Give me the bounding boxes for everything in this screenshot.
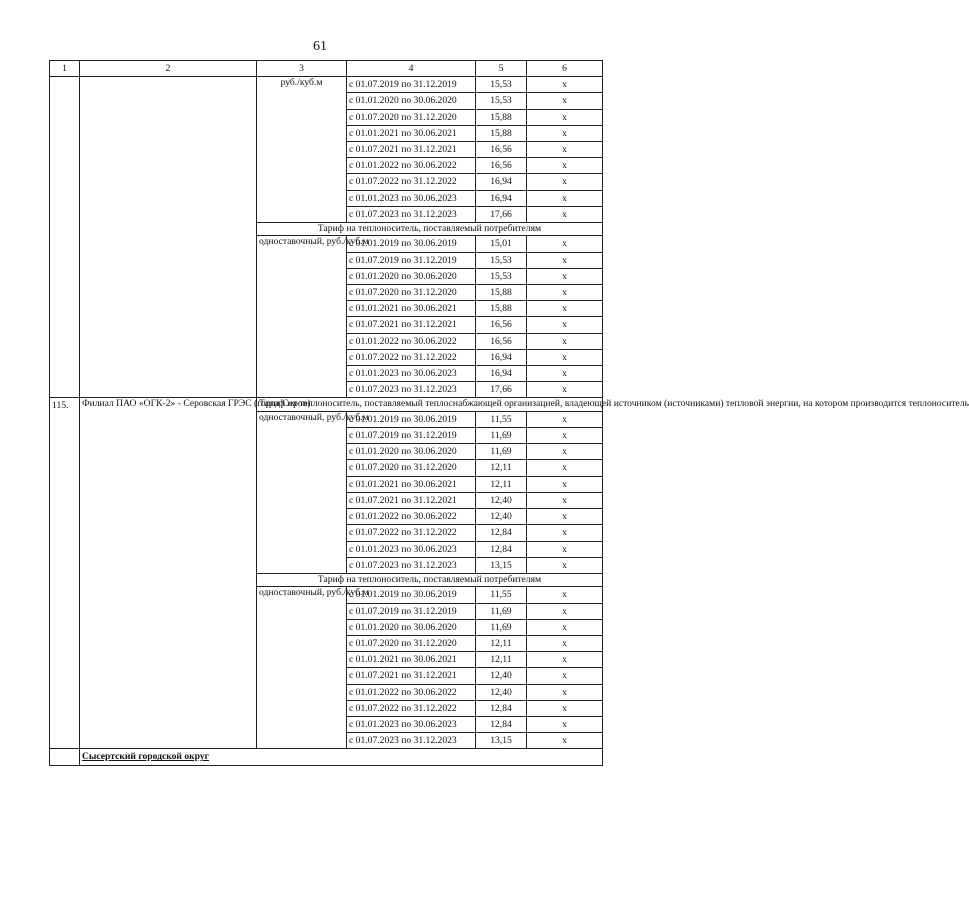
tariff-mark: х: [527, 444, 603, 460]
period-cell: с 01.07.2022 по 31.12.2022: [347, 349, 476, 365]
tariff-mark: х: [527, 236, 603, 252]
tariff-value: 15,88: [476, 109, 527, 125]
tariff-value: 15,01: [476, 236, 527, 252]
tariff-value: 12,11: [476, 635, 527, 651]
period-cell: с 01.07.2022 по 31.12.2022: [347, 174, 476, 190]
period-cell: с 01.01.2020 по 30.06.2020: [347, 268, 476, 284]
tariff-value: 12,40: [476, 509, 527, 525]
tariff-mark: х: [527, 603, 603, 619]
tariff-value: 16,56: [476, 333, 527, 349]
tariff-mark: х: [527, 158, 603, 174]
period-cell: с 01.01.2019 по 30.06.2019: [347, 587, 476, 603]
tariff-mark: х: [527, 652, 603, 668]
tariff-title: Тариф на теплоноситель, поставляемый теплоснабжающей организацией, владеющей источником (источниками) тепловой энергии, на котором производится теплоноситель: [257, 398, 603, 411]
tariff-mark: х: [527, 317, 603, 333]
header-cell: 2: [80, 61, 257, 77]
period-cell: с 01.01.2023 по 30.06.2023: [347, 716, 476, 732]
tariff-mark: х: [527, 476, 603, 492]
period-cell: с 01.01.2023 по 30.06.2023: [347, 541, 476, 557]
period-cell: с 01.07.2023 по 31.12.2023: [347, 733, 476, 749]
period-cell: с 01.01.2022 по 30.06.2022: [347, 684, 476, 700]
tariff-mark: х: [527, 716, 603, 732]
unit-cell: руб./куб.м: [257, 77, 347, 223]
tariff-value: 15,88: [476, 125, 527, 141]
period-cell: с 01.01.2023 по 30.06.2023: [347, 366, 476, 382]
tariff-value: 11,69: [476, 444, 527, 460]
tariff-mark: х: [527, 125, 603, 141]
tariff-value: 16,56: [476, 317, 527, 333]
period-cell: с 01.01.2020 по 30.06.2020: [347, 444, 476, 460]
tariff-mark: х: [527, 684, 603, 700]
header-cell: 5: [476, 61, 527, 77]
period-cell: с 01.01.2021 по 30.06.2021: [347, 652, 476, 668]
tariff-value: 13,15: [476, 733, 527, 749]
tariff-mark: х: [527, 77, 603, 93]
tariff-value: 16,94: [476, 174, 527, 190]
period-cell: с 01.07.2020 по 31.12.2020: [347, 460, 476, 476]
period-cell: с 01.07.2019 по 31.12.2019: [347, 428, 476, 444]
tariff-value: 15,88: [476, 301, 527, 317]
tariff-mark: х: [527, 668, 603, 684]
tariff-mark: х: [527, 268, 603, 284]
period-cell: с 01.07.2023 по 31.12.2023: [347, 206, 476, 222]
tariff-value: 11,55: [476, 411, 527, 427]
tariff-mark: х: [527, 109, 603, 125]
tariff-value: 12,11: [476, 652, 527, 668]
tariff-value: 16,94: [476, 349, 527, 365]
period-cell: с 01.01.2023 по 30.06.2023: [347, 190, 476, 206]
number-cell: [50, 77, 80, 398]
tariff-mark: х: [527, 142, 603, 158]
header-cell: 6: [527, 61, 603, 77]
tariff-mark: х: [527, 509, 603, 525]
tariff-table: [49, 60, 969, 766]
organization-name: Филиал ПАО «ОГК-2» - Серовская ГРЭС (город Серов): [80, 398, 257, 749]
tariff-value: 17,66: [476, 382, 527, 398]
tariff-value: 15,53: [476, 77, 527, 93]
period-cell: с 01.01.2020 по 30.06.2020: [347, 619, 476, 635]
tariff-row: [50, 77, 603, 93]
header-row: [50, 61, 603, 77]
period-cell: с 01.07.2022 по 31.12.2022: [347, 700, 476, 716]
tariff-value: 17,66: [476, 206, 527, 222]
tariff-mark: х: [527, 635, 603, 651]
period-cell: с 01.07.2021 по 31.12.2021: [347, 142, 476, 158]
tariff-mark: х: [527, 252, 603, 268]
tariff-value: 12,40: [476, 668, 527, 684]
tariff-mark: х: [527, 301, 603, 317]
tariff-mark: х: [527, 333, 603, 349]
district-cell: [80, 749, 603, 765]
tariff-title: Тариф на теплоноситель, поставляемый потребителям: [257, 573, 603, 586]
period-cell: с 01.07.2019 по 31.12.2019: [347, 603, 476, 619]
header-cell: 3: [257, 61, 347, 77]
period-cell: с 01.07.2023 по 31.12.2023: [347, 382, 476, 398]
period-cell: с 01.07.2022 по 31.12.2022: [347, 525, 476, 541]
tariff-value: 16,56: [476, 142, 527, 158]
period-cell: с 01.01.2021 по 30.06.2021: [347, 301, 476, 317]
unit-cell: одноставочный, руб./куб.м: [257, 587, 347, 749]
tariff-value: 15,88: [476, 285, 527, 301]
tariff-mark: х: [527, 525, 603, 541]
unit-cell: одноставочный, руб./куб.м: [257, 236, 347, 398]
tariff-value: 12,40: [476, 492, 527, 508]
tariff-value: 12,11: [476, 476, 527, 492]
entry-number: 115.: [50, 398, 80, 749]
tariff-value: 12,84: [476, 716, 527, 732]
tariff-mark: х: [527, 174, 603, 190]
tariff-mark: х: [527, 93, 603, 109]
tariff-value: 15,53: [476, 93, 527, 109]
tariff-value: 16,94: [476, 190, 527, 206]
tariff-value: 12,40: [476, 684, 527, 700]
tariff-value: 12,11: [476, 460, 527, 476]
tariff-mark: х: [527, 428, 603, 444]
period-cell: с 01.01.2019 по 30.06.2019: [347, 236, 476, 252]
header-cell: 4: [347, 61, 476, 77]
organization-cell: [80, 77, 257, 398]
tariff-mark: х: [527, 411, 603, 427]
tariff-mark: х: [527, 206, 603, 222]
header-cell: 1: [50, 61, 80, 77]
period-cell: с 01.01.2021 по 30.06.2021: [347, 125, 476, 141]
period-cell: с 01.01.2020 по 30.06.2020: [347, 93, 476, 109]
tariff-value: 11,69: [476, 619, 527, 635]
period-cell: с 01.07.2020 по 31.12.2020: [347, 285, 476, 301]
tariff-mark: х: [527, 349, 603, 365]
tariff-value: 11,55: [476, 587, 527, 603]
period-cell: с 01.01.2022 по 30.06.2022: [347, 509, 476, 525]
period-cell: с 01.07.2021 по 31.12.2021: [347, 668, 476, 684]
unit-cell: одноставочный, руб./куб.м: [257, 411, 347, 573]
tariff-value: 12,84: [476, 700, 527, 716]
district-name: Сысертский городской округ: [82, 751, 210, 763]
tariff-value: 16,94: [476, 366, 527, 382]
tariff-value: 12,84: [476, 525, 527, 541]
period-cell: с 01.07.2020 по 31.12.2020: [347, 109, 476, 125]
number-cell: [50, 749, 80, 765]
tariff-mark: х: [527, 541, 603, 557]
district-row: [50, 749, 603, 765]
period-cell: с 01.07.2021 по 31.12.2021: [347, 317, 476, 333]
tariff-value: 15,53: [476, 268, 527, 284]
tariff-title: Тариф на теплоноситель, поставляемый потребителям: [257, 223, 603, 236]
tariff-mark: х: [527, 460, 603, 476]
tariff-mark: х: [527, 700, 603, 716]
tariff-value: 16,56: [476, 158, 527, 174]
period-cell: с 01.07.2020 по 31.12.2020: [347, 635, 476, 651]
tariff-value: 11,69: [476, 603, 527, 619]
period-cell: с 01.01.2019 по 30.06.2019: [347, 411, 476, 427]
period-cell: с 01.01.2021 по 30.06.2021: [347, 476, 476, 492]
tariff-mark: х: [527, 285, 603, 301]
tariff-mark: х: [527, 492, 603, 508]
tariff-value: 15,53: [476, 252, 527, 268]
tariff-value: 12,84: [476, 541, 527, 557]
period-cell: с 01.07.2021 по 31.12.2021: [347, 492, 476, 508]
tariff-mark: х: [527, 557, 603, 573]
period-cell: с 01.07.2019 по 31.12.2019: [347, 252, 476, 268]
tariff-mark: х: [527, 587, 603, 603]
period-cell: с 01.01.2022 по 30.06.2022: [347, 333, 476, 349]
tariff-mark: х: [527, 619, 603, 635]
page-number: 61: [313, 39, 327, 54]
tariff-mark: х: [527, 733, 603, 749]
tariff-value: 11,69: [476, 428, 527, 444]
tariff-mark: х: [527, 366, 603, 382]
tariff-mark: х: [527, 382, 603, 398]
tariff-title-row: [50, 398, 603, 411]
period-cell: с 01.01.2022 по 30.06.2022: [347, 158, 476, 174]
tariff-value: 13,15: [476, 557, 527, 573]
period-cell: с 01.07.2019 по 31.12.2019: [347, 77, 476, 93]
tariff-mark: х: [527, 190, 603, 206]
period-cell: с 01.07.2023 по 31.12.2023: [347, 557, 476, 573]
